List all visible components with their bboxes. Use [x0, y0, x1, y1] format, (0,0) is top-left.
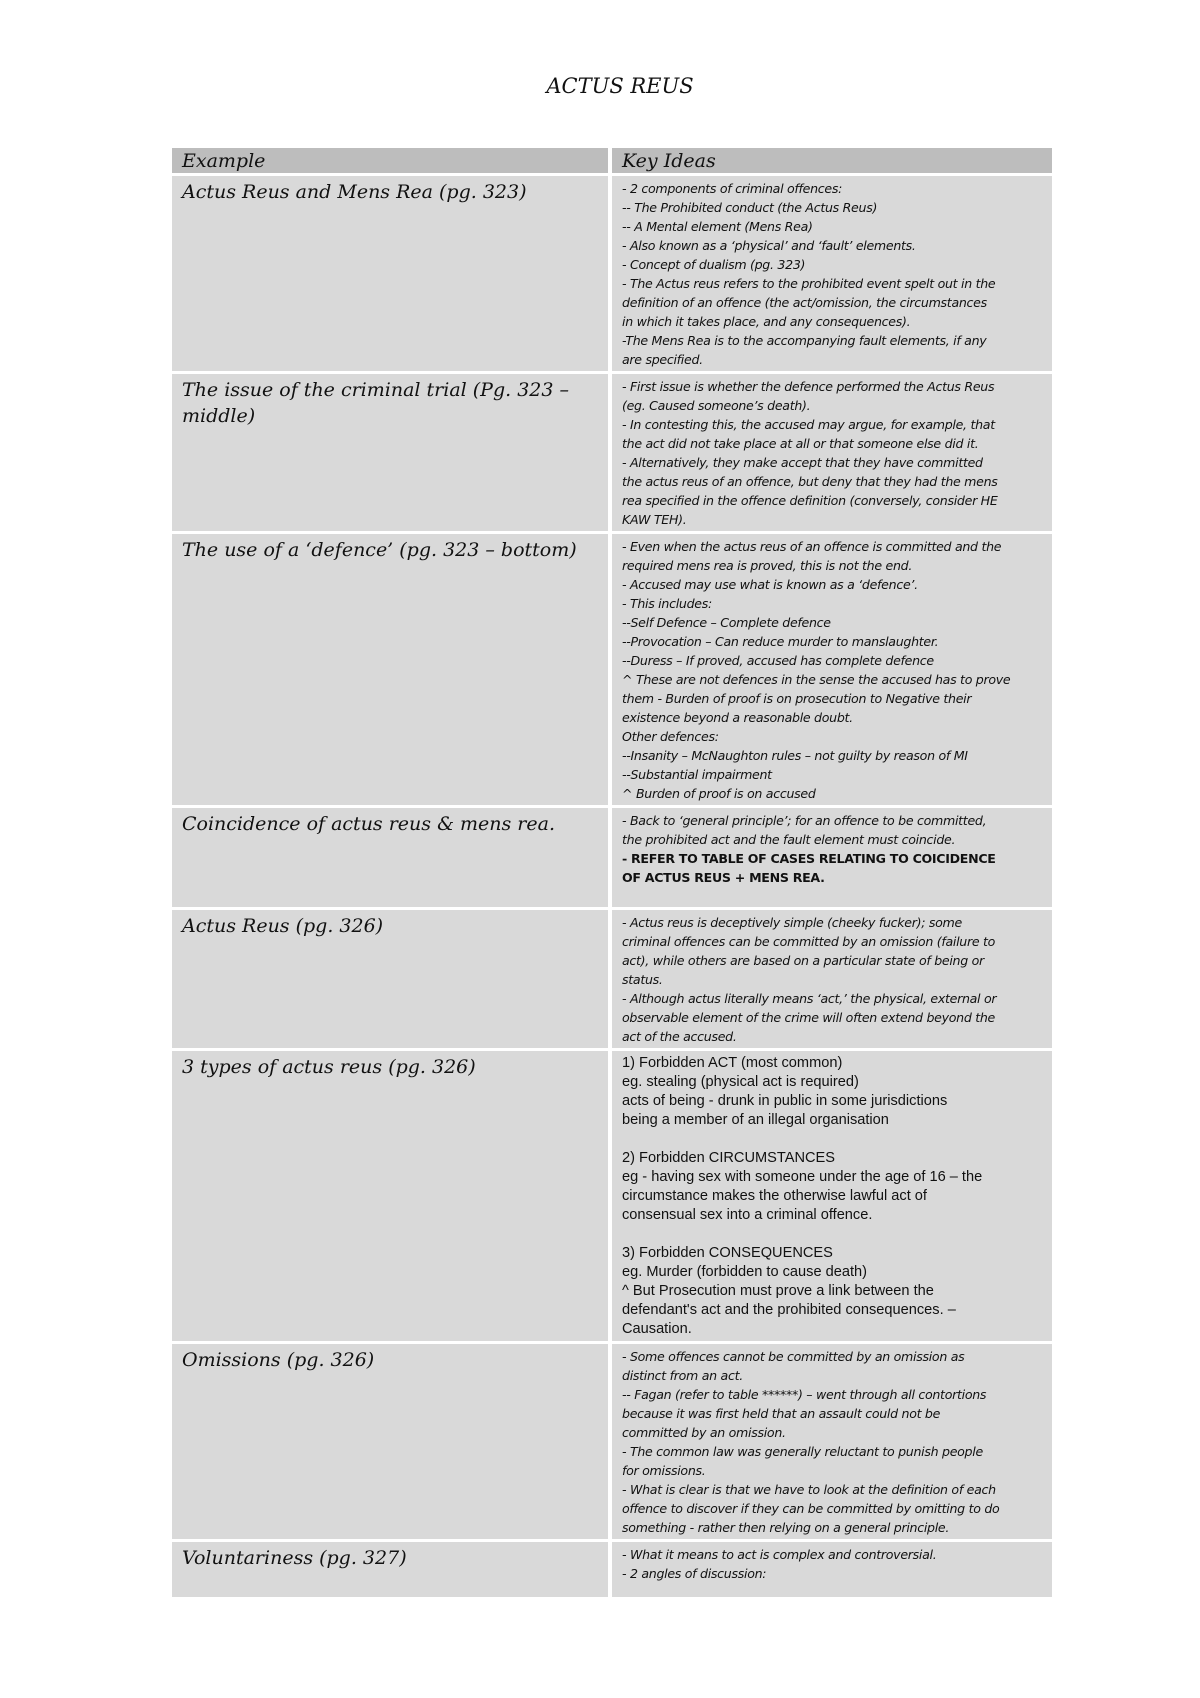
key-ideas-cell [612, 371, 1052, 531]
key-idea-line: (eg. Caused someone’s death). [622, 398, 811, 413]
key-idea-line: - 2 components of criminal offences: [622, 181, 843, 196]
key-idea-line: Other defences: [622, 729, 719, 744]
key-idea-line: consensual sex into a criminal offence. [622, 1207, 873, 1223]
key-idea-line: them - Burden of proof is on prosecution to Negative their [622, 691, 972, 706]
key-idea-line: - Concept of dualism (pg. 323) [622, 257, 806, 272]
example-cell: 3 types of actus reus (pg. 326) [172, 1048, 612, 1341]
header-example: Example [172, 148, 612, 173]
key-idea-line: -The Mens Rea is to the accompanying fault elements, if any [622, 333, 987, 348]
key-ideas-cell [612, 805, 1052, 907]
blank-line [622, 1130, 1042, 1149]
key-idea-line: - First issue is whether the defence performed the Actus Reus [622, 379, 995, 394]
key-ideas-cell [612, 173, 1052, 371]
key-idea-line: offence to discover if they can be committed by omitting to do [622, 1501, 1000, 1516]
key-idea-line: 3) Forbidden CONSEQUENCES [622, 1245, 833, 1261]
key-idea-line: --Self Defence – Complete defence [622, 615, 831, 630]
example-cell: Omissions (pg. 326) [172, 1341, 612, 1539]
table-row [172, 805, 1052, 907]
key-idea-line: the act did not take place at all or that someone else did it. [622, 436, 979, 451]
key-idea-line: -- The Prohibited conduct (the Actus Reus) [622, 200, 878, 215]
key-idea-line: status. [622, 972, 663, 987]
key-idea-line: criminal offences can be committed by an omission (failure to [622, 934, 996, 949]
key-idea-line: - Back to ‘general principle’; for an offence to be committed, [622, 813, 987, 828]
key-idea-line: observable element of the crime will often extend beyond the [622, 1010, 995, 1025]
table-row [172, 1048, 1052, 1341]
key-idea-line: -- Fagan (refer to table ******) – went through all contortions [622, 1387, 987, 1402]
key-idea-line: act), while others are based on a particular state of being or [622, 953, 984, 968]
example-cell: Voluntariness (pg. 327) [172, 1539, 612, 1597]
key-idea-line: - Some offences cannot be committed by an omission as [622, 1349, 965, 1364]
table-row [172, 173, 1052, 371]
key-idea-line: --Insanity – McNaughton rules – not guilty by reason of MI [622, 748, 968, 763]
key-idea-line: --Duress – If proved, accused has complete defence [622, 653, 934, 668]
key-idea-line: - Although actus literally means ‘act,’ the physical, external or [622, 991, 997, 1006]
key-idea-line: rea specified in the offence definition (conversely, consider HE [622, 493, 998, 508]
table-row [172, 907, 1052, 1048]
table-header-row [172, 148, 1052, 173]
key-idea-line: ^ But Prosecution must prove a link between the [622, 1283, 934, 1299]
key-idea-line: eg. stealing (physical act is required) [622, 1074, 859, 1090]
key-idea-line: 2) Forbidden CIRCUMSTANCES [622, 1150, 836, 1166]
key-idea-line: acts of being - drunk in public in some jurisdictions [622, 1093, 948, 1109]
key-idea-line: - Alternatively, they make accept that they have committed [622, 455, 983, 470]
key-idea-line: - In contesting this, the accused may argue, for example, that [622, 417, 995, 432]
key-ideas-cell [612, 907, 1052, 1048]
key-idea-line: - What it means to act is complex and controversial. [622, 1547, 937, 1562]
key-idea-line: the prohibited act and the fault element must coincide. [622, 832, 956, 847]
key-idea-line: ^ These are not defences in the sense the accused has to prove [622, 672, 1011, 687]
key-idea-line: eg. Murder (forbidden to cause death) [622, 1264, 867, 1280]
example-cell: The issue of the criminal trial (Pg. 323 – middle) [172, 371, 612, 531]
example-cell: Actus Reus and Mens Rea (pg. 323) [172, 173, 612, 371]
table-row [172, 531, 1052, 805]
page-title: ACTUS REUS [546, 74, 694, 98]
key-idea-line: - Accused may use what is known as a ‘defence’. [622, 577, 918, 592]
example-cell: Actus Reus (pg. 326) [172, 907, 612, 1048]
key-ideas-cell [612, 1341, 1052, 1539]
key-idea-line: - Actus reus is deceptively simple (cheeky fucker); some [622, 915, 962, 930]
key-idea-line: in which it takes place, and any consequences). [622, 314, 911, 329]
key-idea-line: OF ACTUS REUS + MENS REA. [622, 870, 825, 885]
key-idea-line: - The Actus reus refers to the prohibited event spelt out in the [622, 276, 996, 291]
key-idea-line: circumstance makes the otherwise lawful act of [622, 1188, 927, 1204]
key-idea-line: - This includes: [622, 596, 712, 611]
key-idea-line: --Substantial impairment [622, 767, 772, 782]
key-ideas-cell [612, 531, 1052, 805]
example-cell: The use of a ‘defence’ (pg. 323 – bottom) [172, 531, 612, 805]
key-idea-line: something - rather then relying on a general principle. [622, 1520, 950, 1535]
table-row [172, 1539, 1052, 1597]
key-idea-line: KAW TEH). [622, 512, 687, 527]
notes-table [172, 148, 1052, 1597]
key-idea-line: 1) Forbidden ACT (most common) [622, 1055, 843, 1071]
key-idea-line: - 2 angles of discussion: [622, 1566, 767, 1581]
key-idea-line: - REFER TO TABLE OF CASES RELATING TO COICIDENCE [622, 851, 996, 866]
key-idea-line: eg - having sex with someone under the age of 16 – the [622, 1169, 983, 1185]
key-idea-line: distinct from an act. [622, 1368, 743, 1383]
key-idea-line: defendant's act and the prohibited consequences. – [622, 1302, 956, 1318]
key-idea-line: existence beyond a reasonable doubt. [622, 710, 853, 725]
key-idea-line: - The common law was generally reluctant to punish people [622, 1444, 983, 1459]
key-idea-line: the actus reus of an offence, but deny that they had the mens [622, 474, 998, 489]
key-idea-line: committed by an omission. [622, 1425, 786, 1440]
key-idea-line: Causation. [622, 1321, 692, 1337]
example-cell: Coincidence of actus reus & mens rea. [172, 805, 612, 907]
key-ideas-cell [612, 1048, 1052, 1341]
key-idea-line: required mens rea is proved, this is not the end. [622, 558, 913, 573]
key-idea-line: are specified. [622, 352, 703, 367]
key-idea-line: --Provocation – Can reduce murder to manslaughter. [622, 634, 939, 649]
blank-line [622, 1225, 1042, 1244]
key-idea-line: - Even when the actus reus of an offence is committed and the [622, 539, 1002, 554]
key-idea-line: ^ Burden of proof is on accused [622, 786, 816, 801]
header-key-ideas: Key Ideas [612, 148, 1052, 173]
table-row [172, 1341, 1052, 1539]
key-idea-line: being a member of an illegal organisation [622, 1112, 889, 1128]
key-idea-line: - What is clear is that we have to look at the definition of each [622, 1482, 996, 1497]
key-idea-line: act of the accused. [622, 1029, 737, 1044]
key-idea-line: - Also known as a ‘physical’ and ‘fault’ elements. [622, 238, 916, 253]
key-idea-line: definition of an offence (the act/omission, the circumstances [622, 295, 987, 310]
key-idea-line: because it was first held that an assault could not be [622, 1406, 941, 1421]
key-idea-line: for omissions. [622, 1463, 706, 1478]
key-idea-line: -- A Mental element (Mens Rea) [622, 219, 813, 234]
key-ideas-cell [612, 1539, 1052, 1597]
table-row [172, 371, 1052, 531]
